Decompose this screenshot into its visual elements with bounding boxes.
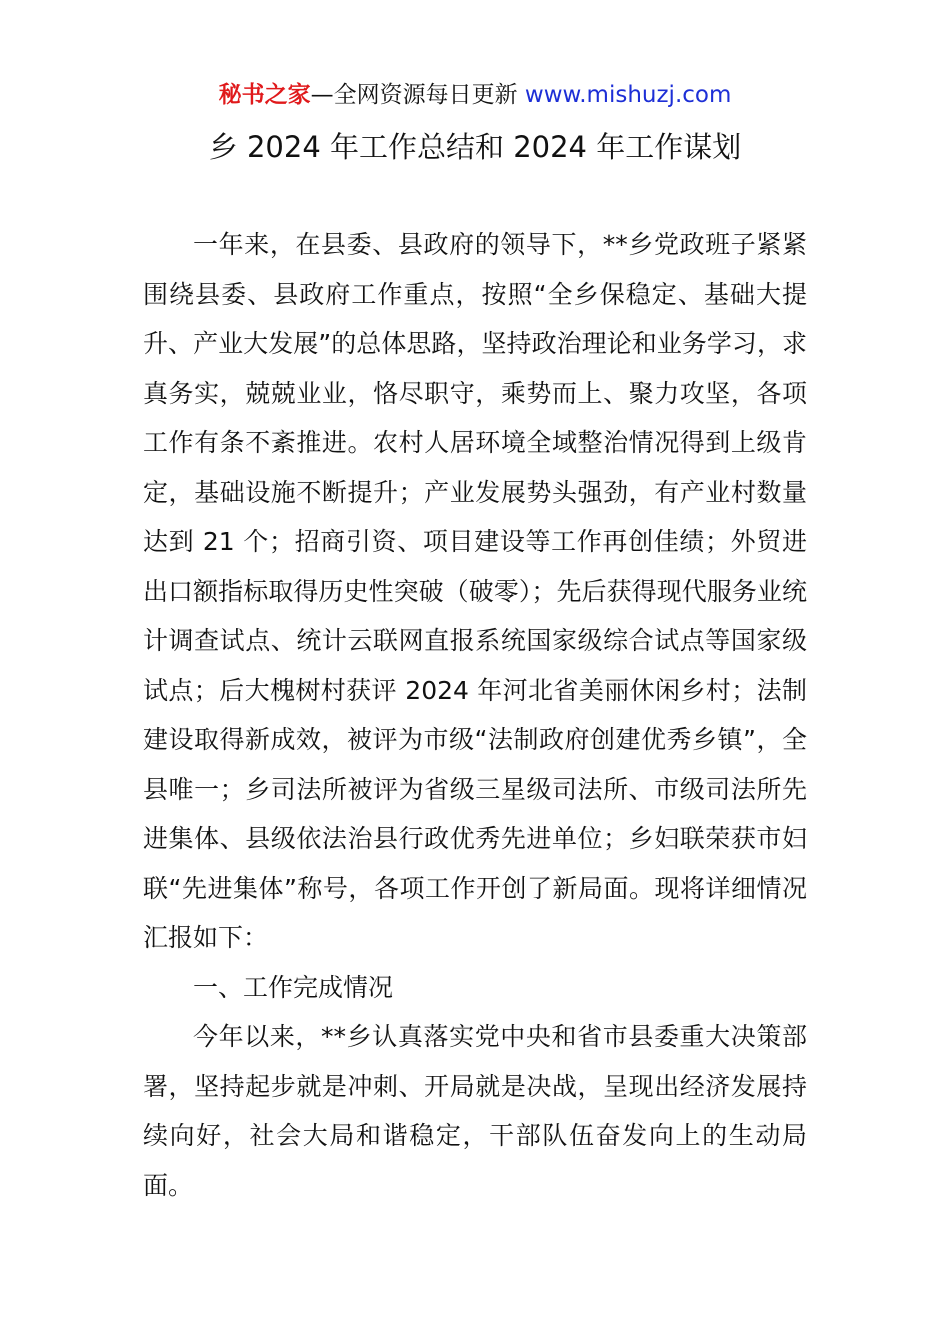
site-url-link[interactable]: www.mishuzj.com — [524, 82, 732, 108]
section-heading: 一、工作完成情况 — [193, 972, 394, 1002]
site-header — [0, 78, 950, 112]
intro-paragraph: 一年来，在县委、县政府的领导下，**乡党政班子紧紧围绕县委、县政府工作重点，按照“全乡保稳定、基础大提升、产业大发展”的总体思路，坚持政治理论和业务学习，求真务实，兢兢业业，恪尽职守，乘势而上、聚力攻坚，各项工作有条不紊推进。农村人居环境全域整治情况得到上级肯定，基础设施不断提升；产业发展势头强劲，有产业村数量达到 21 个；招商引资、项目建设等工作再创佳绩；外贸进出口额指标取得历史性突破（破零）；先后获得现代服务业统计调查试点、统计云联网直报系统国家级综合试点等国家级试点；后大槐树村获评 2024 年河北省美丽休闲乡村；法制建设取得新成效，被评为市级“法制政府创建优秀乡镇”，全县唯一；乡司法所被评为省级三星级司法所、市级司法所先进集体、县级依法治县行政优秀先进单位；乡妇联荣获市妇联“先进集体”称号，各项工作开创了新局面。现将详细情况汇报如下： — [143, 230, 807, 952]
document-body — [143, 220, 807, 1210]
section-paragraph: 今年以来，**乡认真落实党中央和省市县委重大决策部署，坚持起步就是冲刺、开局就是决战，呈现出经济发展持续向好，社会大局和谐稳定，干部队伍奋发向上的生动局面。 — [143, 1022, 807, 1200]
document-title: 乡 2024 年工作总结和 2024 年工作谋划 — [208, 130, 742, 164]
header-tagline: —全网资源每日更新 — [310, 82, 518, 108]
brand-name: 秘书之家 — [218, 82, 311, 108]
